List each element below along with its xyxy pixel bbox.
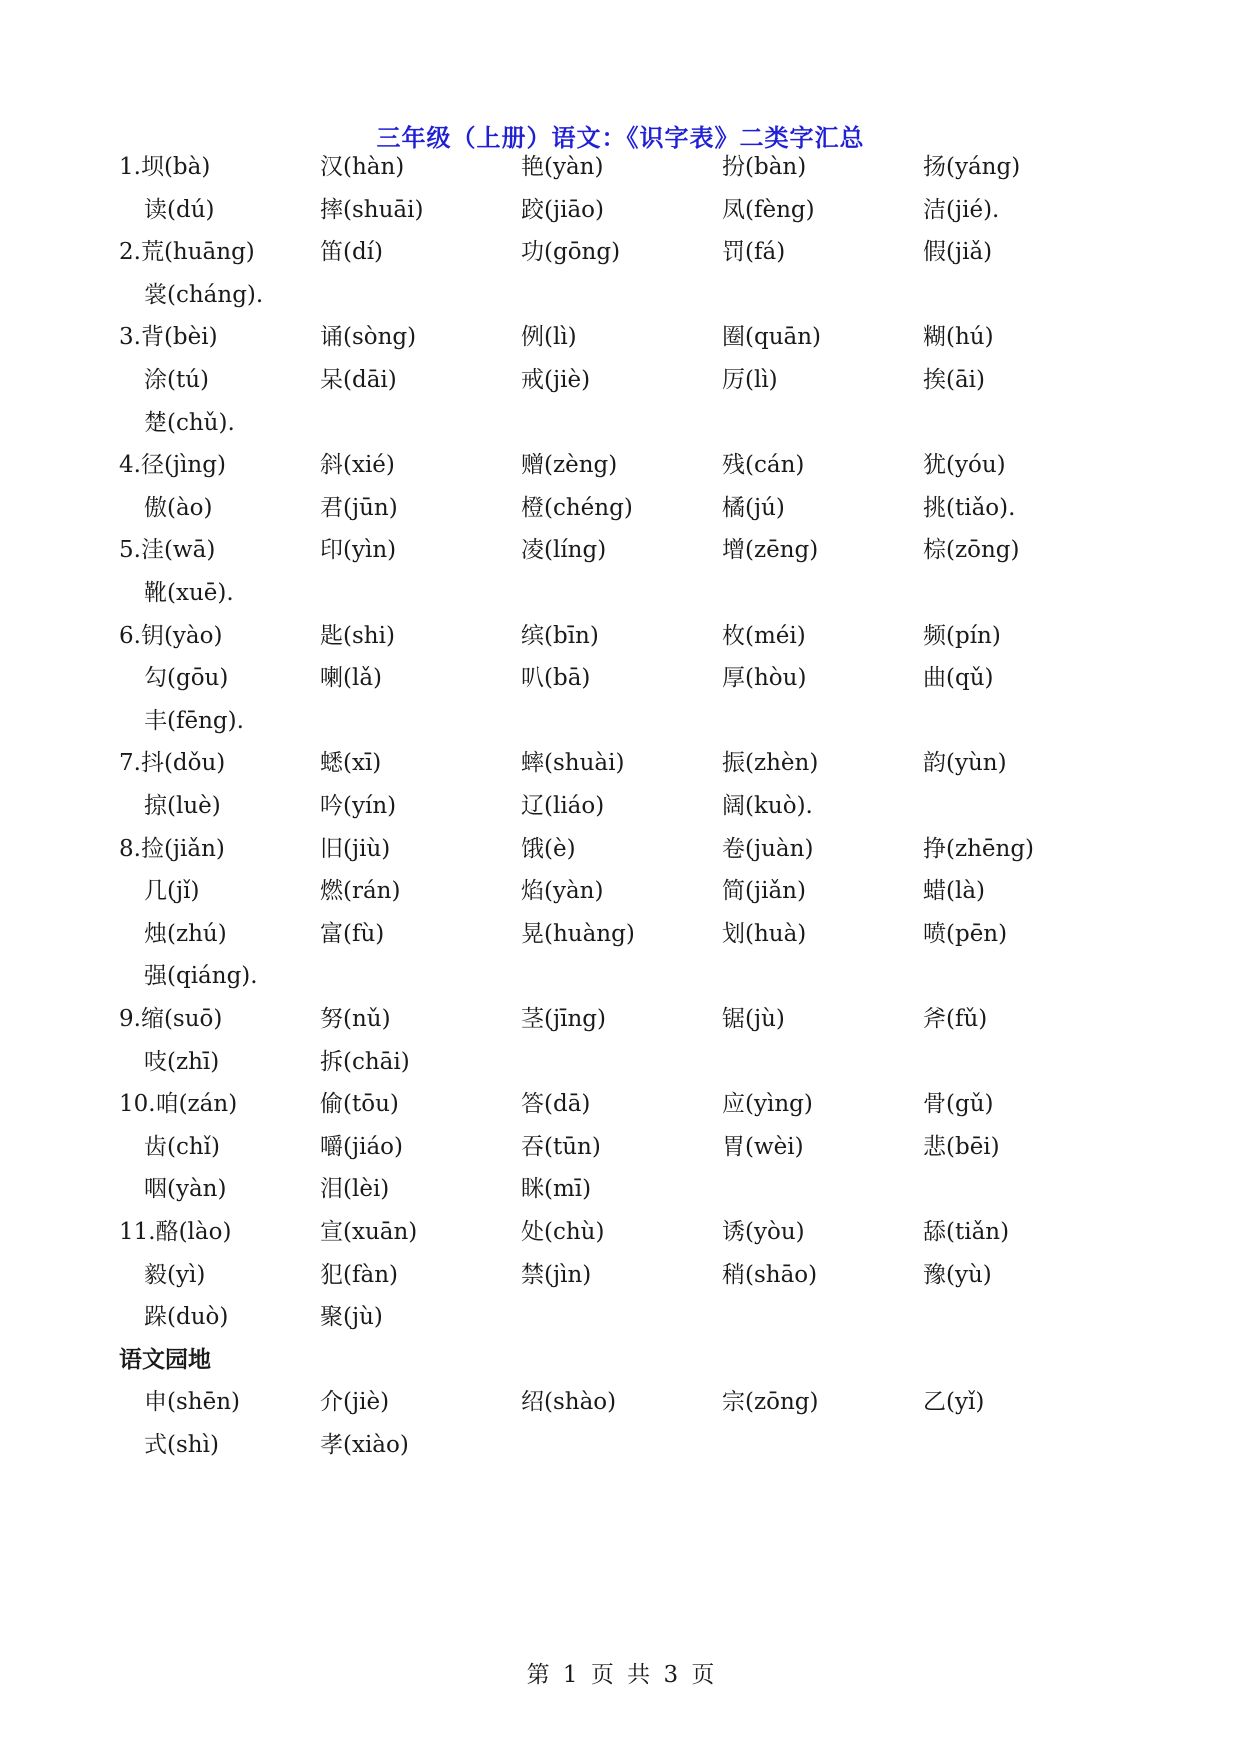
character-cell: 糊(hú)	[923, 324, 994, 351]
character-cell: 蟀(shuài)	[521, 750, 625, 777]
character-cell: 骨(gǔ)	[923, 1091, 994, 1118]
character-cell: 丰(fēng).	[144, 707, 244, 734]
character-cell: 君(jūn)	[320, 494, 398, 521]
page-footer: 第 1 页 共 3 页	[526, 1662, 715, 1688]
character-cell: 茎(jīng)	[521, 1006, 606, 1032]
character-cell: 斜(xié)	[320, 452, 395, 479]
table-row	[0, 1217, 1241, 1265]
character-cell: 咽(yàn)	[144, 1176, 227, 1203]
table-row	[0, 1430, 1241, 1478]
table-row	[0, 493, 1241, 541]
character-cell: 挑(tiǎo).	[923, 494, 1016, 521]
character-cell: 诱(yòu)	[722, 1219, 805, 1245]
character-cell: 乙(yǐ)	[923, 1389, 985, 1416]
table-row	[0, 1132, 1241, 1180]
table-row	[0, 706, 1241, 754]
character-cell: 胃(wèi)	[722, 1133, 804, 1160]
character-cell: 旧(jiù)	[320, 835, 391, 862]
character-cell: 眯(mī)	[521, 1176, 592, 1203]
character-cell: 假(jiǎ)	[923, 239, 993, 266]
character-cell: 厚(hòu)	[722, 665, 807, 692]
character-cell: 稍(shāo)	[722, 1261, 818, 1288]
character-cell: 勾(gōu)	[144, 665, 229, 692]
character-cell: 11.酪(lào)	[119, 1219, 232, 1245]
table-row	[0, 195, 1241, 243]
table-row	[0, 1260, 1241, 1308]
character-cell: 3.背(bèi)	[119, 324, 218, 351]
character-cell: 9.缩(suō)	[119, 1006, 223, 1032]
character-cell: 聚(jù)	[320, 1304, 383, 1331]
table-row	[0, 408, 1241, 456]
table-row	[0, 621, 1241, 669]
character-cell: 吞(tūn)	[521, 1133, 601, 1160]
character-cell: 戒(jiè)	[521, 367, 591, 393]
character-cell: 4.径(jìng)	[119, 452, 226, 479]
character-cell: 2.荒(huāng)	[119, 239, 255, 266]
character-cell: 7.抖(dǒu)	[119, 750, 226, 777]
character-cell: 毅(yì)	[144, 1261, 206, 1288]
character-cell: 齿(chǐ)	[144, 1133, 220, 1160]
character-cell: 扮(bàn)	[722, 154, 807, 180]
character-cell: 5.洼(wā)	[119, 537, 216, 564]
character-cell: 锯(jù)	[722, 1006, 785, 1032]
character-cell: 强(qiáng).	[144, 963, 258, 990]
character-cell: 裳(cháng).	[144, 281, 264, 308]
character-cell: 1.坝(bà)	[119, 154, 211, 180]
character-cell: 答(dā)	[521, 1091, 591, 1118]
character-cell: 韵(yùn)	[923, 750, 1007, 777]
character-cell: 宗(zōng)	[722, 1389, 819, 1416]
character-cell: 富(fù)	[320, 920, 385, 947]
section-heading: 语文园地	[119, 1346, 211, 1373]
character-cell: 楚(chǔ).	[144, 409, 235, 436]
table-row	[0, 535, 1241, 583]
character-cell: 掠(luè)	[144, 793, 221, 819]
character-cell: 焰(yàn)	[521, 878, 604, 905]
table-row	[0, 791, 1241, 839]
character-cell: 扬(yáng)	[923, 154, 1021, 180]
character-cell: 犯(fàn)	[320, 1261, 398, 1288]
table-row	[0, 748, 1241, 796]
character-cell: 喇(lǎ)	[320, 665, 383, 692]
character-cell: 凌(líng)	[521, 537, 607, 564]
table-row	[0, 1387, 1241, 1435]
table-row	[0, 152, 1241, 200]
character-cell: 阔(kuò).	[722, 793, 813, 819]
character-cell: 舔(tiǎn)	[923, 1219, 1010, 1245]
character-cell: 简(jiǎn)	[722, 878, 806, 905]
table-row	[0, 876, 1241, 924]
character-cell: 橘(jú)	[722, 494, 785, 521]
character-cell: 功(gōng)	[521, 239, 621, 266]
character-cell: 吱(zhī)	[144, 1048, 220, 1075]
table-row	[0, 1089, 1241, 1137]
table-row	[0, 450, 1241, 498]
character-cell: 增(zēng)	[722, 537, 819, 564]
table-row	[0, 237, 1241, 285]
character-cell: 汉(hàn)	[320, 154, 405, 180]
character-cell: 10.咱(zán)	[119, 1091, 238, 1118]
character-cell: 赠(zèng)	[521, 452, 618, 479]
character-cell: 笛(dí)	[320, 239, 384, 266]
character-cell: 橙(chéng)	[521, 494, 633, 521]
character-cell: 处(chù)	[521, 1219, 605, 1245]
character-cell: 拆(chāi)	[320, 1048, 410, 1075]
character-cell: 偷(tōu)	[320, 1091, 399, 1118]
character-cell: 振(zhèn)	[722, 750, 819, 777]
character-cell: 吟(yín)	[320, 793, 397, 819]
table-row	[0, 322, 1241, 370]
character-cell: 辽(liáo)	[521, 793, 605, 819]
table-row	[0, 1004, 1241, 1052]
character-cell: 式(shì)	[144, 1432, 219, 1458]
character-cell: 洁(jié).	[923, 196, 1000, 223]
character-cell: 圈(quān)	[722, 324, 822, 351]
character-cell: 泪(lèi)	[320, 1176, 390, 1203]
character-cell: 6.钥(yào)	[119, 622, 223, 649]
character-cell: 印(yìn)	[320, 537, 397, 564]
table-row	[0, 961, 1241, 1009]
character-cell: 划(huà)	[722, 920, 807, 947]
table-row	[0, 578, 1241, 626]
character-cell: 罚(fá)	[722, 239, 786, 266]
character-cell: 喷(pēn)	[923, 920, 1008, 947]
character-cell: 跺(duò)	[144, 1304, 229, 1331]
character-cell: 频(pín)	[923, 622, 1001, 649]
table-row	[0, 834, 1241, 882]
character-cell: 斧(fǔ)	[923, 1006, 988, 1032]
character-cell: 努(nǔ)	[320, 1006, 391, 1032]
character-cell: 豫(yù)	[923, 1261, 992, 1288]
character-cell: 宣(xuān)	[320, 1219, 418, 1245]
character-cell: 挨(āi)	[923, 367, 986, 393]
table-row	[0, 1174, 1241, 1222]
character-cell: 孝(xiào)	[320, 1432, 409, 1458]
character-cell: 跤(jiāo)	[521, 196, 604, 223]
character-cell: 悲(bēi)	[923, 1133, 1000, 1160]
character-cell: 嚼(jiáo)	[320, 1133, 403, 1160]
character-cell: 介(jiè)	[320, 1389, 390, 1416]
character-cell: 蟋(xī)	[320, 750, 382, 777]
character-cell: 卷(juàn)	[722, 835, 814, 862]
character-cell: 涂(tú)	[144, 367, 210, 393]
table-row	[0, 663, 1241, 711]
character-cell: 几(jǐ)	[144, 878, 200, 905]
character-cell: 禁(jìn)	[521, 1261, 592, 1288]
character-cell: 申(shēn)	[144, 1389, 240, 1416]
character-cell: 饿(è)	[521, 835, 576, 862]
character-cell: 艳(yàn)	[521, 154, 604, 180]
character-cell: 诵(sòng)	[320, 324, 417, 351]
table-row	[0, 919, 1241, 967]
character-cell: 呆(dāi)	[320, 367, 397, 393]
character-cell: 绍(shào)	[521, 1389, 617, 1416]
character-cell: 燃(rán)	[320, 878, 401, 905]
character-cell: 读(dú)	[144, 196, 215, 223]
character-cell: 叭(bā)	[521, 665, 591, 692]
character-cell: 棕(zōng)	[923, 537, 1020, 564]
character-cell: 匙(shi)	[320, 622, 395, 649]
character-cell: 缤(bīn)	[521, 622, 599, 649]
table-row	[0, 1302, 1241, 1350]
table-row	[0, 1047, 1241, 1095]
character-cell: 凤(fèng)	[722, 196, 815, 223]
character-cell: 应(yìng)	[722, 1091, 813, 1118]
character-cell: 挣(zhēng)	[923, 835, 1035, 862]
character-cell: 晃(huàng)	[521, 920, 635, 947]
character-cell: 靴(xuē).	[144, 580, 234, 606]
character-cell: 例(lì)	[521, 324, 577, 351]
character-cell: 傲(ào)	[144, 494, 213, 521]
character-cell: 曲(qǔ)	[923, 665, 994, 692]
character-cell: 蜡(là)	[923, 878, 986, 905]
table-row	[0, 365, 1241, 413]
character-cell: 8.捡(jiǎn)	[119, 835, 225, 862]
character-cell: 犹(yóu)	[923, 452, 1006, 479]
character-cell: 残(cán)	[722, 452, 805, 479]
character-cell: 枚(méi)	[722, 622, 806, 649]
page-title: 三年级（上册）语文：《识字表》二类字汇总	[376, 124, 865, 152]
character-cell: 摔(shuāi)	[320, 196, 424, 223]
table-row	[0, 280, 1241, 328]
character-cell: 厉(lì)	[722, 367, 778, 393]
character-cell: 烛(zhú)	[144, 920, 227, 947]
